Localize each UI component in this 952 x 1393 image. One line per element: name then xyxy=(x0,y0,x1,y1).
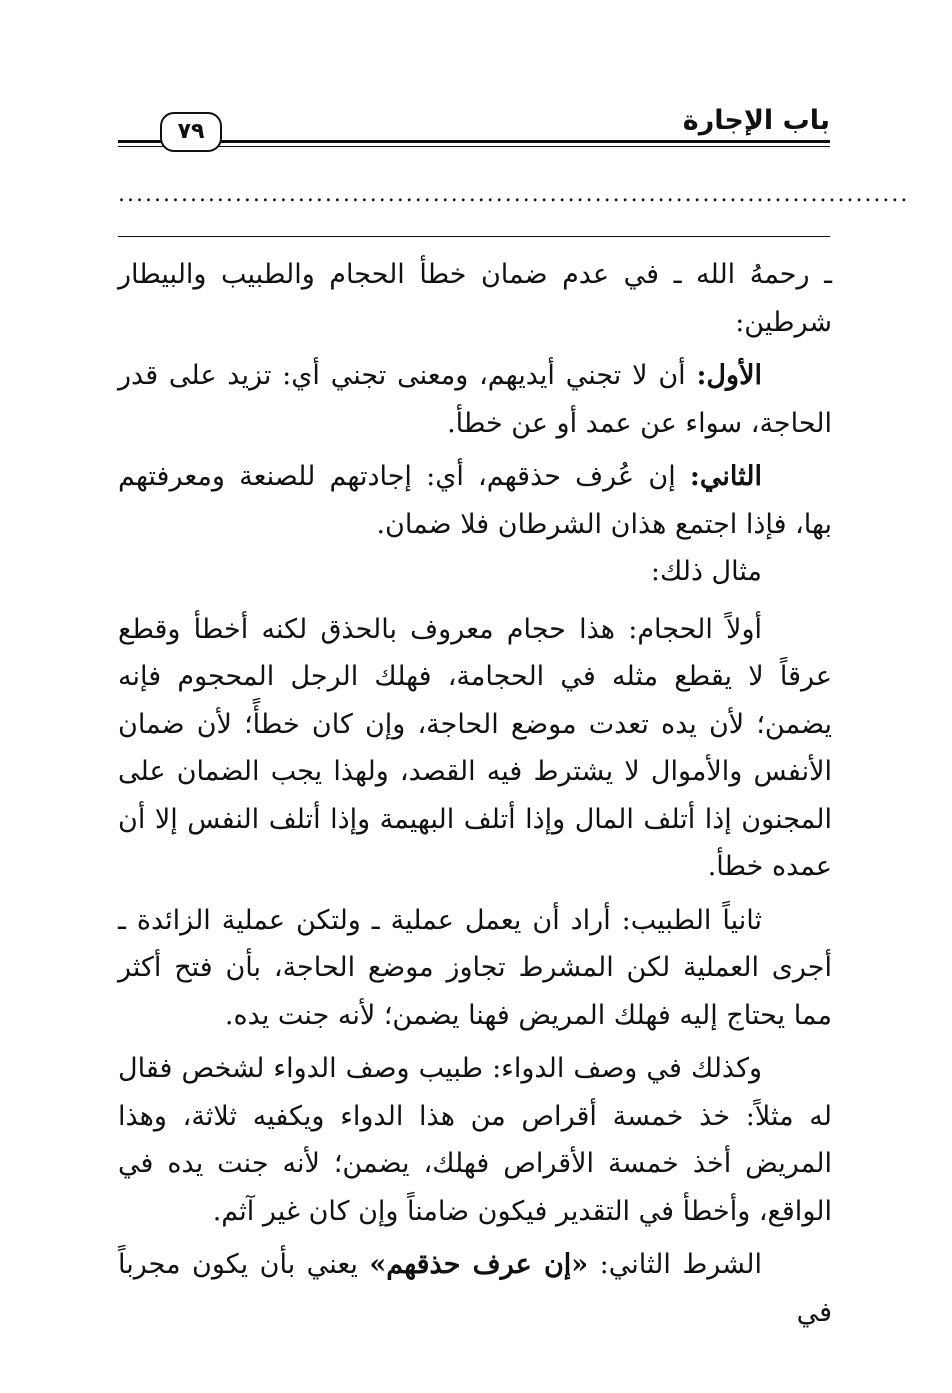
paragraph-8-quote: «إن عرف حذقهم» xyxy=(369,1249,589,1280)
footnote-separator xyxy=(118,236,830,237)
dotted-continuation-line: ........................................................................................ xyxy=(118,182,910,207)
paragraph-8-tail: يعني بأن يكون مجرباً في xyxy=(118,1249,832,1328)
paragraph-3-label: الثاني: xyxy=(689,461,762,492)
paragraph-4: مثال ذلك: xyxy=(650,556,762,587)
paragraph-2 xyxy=(118,352,832,447)
paragraph-1: ـ رحمهُ الله ـ في عدم ضمان خطأ الحجام والطبيب والبيطار شرطين: xyxy=(118,259,832,338)
paragraph-7: وكذلك في وصف الدواء: طبيب وصف الدواء لشخص فقال له مثلاً: خذ خمسة أقراص من هذا الدواء ويكفيه ثلاثة، وهذا المريض أخذ خمسة الأقراص فهلك، يضمن؛ لأنه جنت يده في الواقع، وأخطأ في التقدير فيكون ضامناً وإن كان غير آثم. xyxy=(118,1053,832,1227)
header-rule-thick xyxy=(118,140,830,143)
paragraph-2-text: أن لا تجني أيديهم، ومعنى تجني أي: تزيد على قدر الحاجة، سواء عن عمد أو عن خطأ. xyxy=(118,360,832,439)
paragraph-2-label: الأول: xyxy=(696,360,762,391)
body-text xyxy=(118,251,832,1336)
paragraph-8 xyxy=(118,1241,832,1336)
page-number: ٧٩ xyxy=(160,112,222,152)
header-rule-thin xyxy=(118,146,830,147)
paragraph-5: أولاً الحجام: هذا حجام معروف بالحذق لكنه أخطأ وقطع عرقاً لا يقطع مثله في الحجامة، فهلك الرجل المحجوم فإنه يضمن؛ لأن يده تعدت موضع الحاجة، وإن كان خطأً؛ لأن ضمان الأنفس والأموال لا يشترط فيه القصد، ولهذا يجب الضمان على المجنون إذا أتلف المال وإذا أتلف البهيمة وإذا أتلف النفس إلا أن عمده خطأ. xyxy=(118,613,832,882)
page-header xyxy=(118,100,830,160)
paragraph-8-lead: الشرط الثاني: xyxy=(588,1249,762,1280)
chapter-title: باب الإجارة xyxy=(682,105,830,136)
paragraph-6: ثانياً الطبيب: أراد أن يعمل عملية ـ ولتكن عملية الزائدة ـ أجرى العملية لكن المشرط تجاوز موضع الحاجة، بأن فتح أكثر مما يحتاج إليه فهلك المريض فهنا يضمن؛ لأنه جنت يده. xyxy=(118,904,832,1031)
paragraph-3 xyxy=(118,453,832,548)
paragraph-3-text: إن عُرف حذقهم، أي: إجادتهم للصنعة ومعرفتهم بها، فإذا اجتمع هذان الشرطان فلا ضمان. xyxy=(118,461,832,540)
